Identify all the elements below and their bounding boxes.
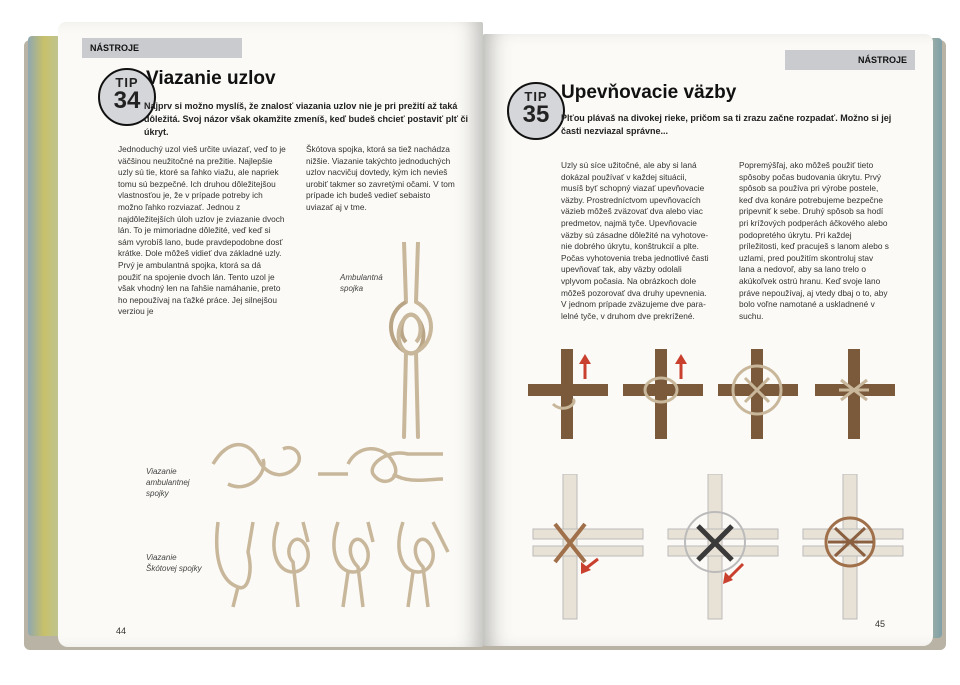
lead-paragraph: Najprv si možno myslíš, že znalosť viazania uzlov nie je pri prežití až taká dôležitá. Svoj názor však okamžite zmeníš, keď budeš chcieť postaviť plť či úkryt. xyxy=(144,101,469,137)
caption-skot-steps: Viazanie Škótovej spojky xyxy=(146,553,202,573)
section-tab: NÁSTROJE xyxy=(785,50,915,70)
rope-knot-illustration xyxy=(208,434,448,504)
lashing-illustration xyxy=(523,344,913,444)
body-column-1: Uzly sú síce užitočné, ale aby si laná dokázal používať v každej situácii, musíš byť schopný viazať upevňovacie väzby. Prostredníctvom upevňovacích väzieb môžeš zväzovať dva alebo viac predmetov, najmä tyče. Upevňovacie väzby sú zásadne dôležité na vyhotovenie dobrého úkrytu, konštrukcií a plte. Počas vyhotovenia treba jednotlivé časti upevňovať tak, aby väzby odolali vplyvom počasia. Na obrázkoch dole môžeš pozorovať dva druhy upevnenia. V jednom prípade zväzujeme dve paralelné tyče, v druhom dve prekrížené. xyxy=(561,160,709,321)
lashing-illustration xyxy=(523,474,913,624)
rope-knot-illustration xyxy=(208,512,468,612)
tip-label: TIP xyxy=(115,75,139,90)
body-column-1: Jednoduchý uzol vieš určite uviazať, veď to je väčšinou neužitočné na prežitie. Najlepšie uzly sú tie, ktoré sa ľahko viažu, ale napriek tomu sú bezpečné. Ich druhou dôležitejšou vlastnosťou je, že v prípade potreby ich možno ľahko rozviazať. Jednou z najdôležitejších úloh uzlov je zviazanie dvoch lán. To je mimoriadne dôležité, veď keď si sám vyrobíš lano, bude pravdepodobne dosť krátke. Dole môžeš vidieť dva základné uzly. Prvý je ambulantná spojka, ktorá sa dá použiť na spojenie dvoch lán. Tento uzol je však vhodný len na ľahšie namáhanie, preto ho nepoužívaj na ťažké práce. Jej silnejšou verziou je xyxy=(118,144,286,317)
right-page xyxy=(483,34,933,646)
page-number: 44 xyxy=(116,626,127,636)
caption-ambulant: Ambulantná spojka xyxy=(340,273,383,293)
section-tab: NÁSTROJE xyxy=(82,38,242,58)
caption-ambulant-steps: Viazanie ambulantnej spojky xyxy=(146,467,190,498)
body-column-2: Škótova spojka, ktorá sa tiež nachádza nižšie. Viazanie takýchto jednoduchých uzlov nacvičuj dovtedy, kým ich nevieš urobiť takmer so zavretými očami. V tom prípade ich budeš vedieť sebaisto uviazať aj v tme. xyxy=(306,144,455,212)
tip-number: 35 xyxy=(522,101,550,128)
rope-knot-illustration xyxy=(376,242,446,442)
left-page xyxy=(58,22,483,647)
tip-number: 34 xyxy=(113,87,141,114)
lead-paragraph: Plťou plávaš na divokej rieke, pričom sa ti zrazu začne rozpadať. Možno si jej časti nezviazal správne... xyxy=(561,113,892,136)
page-title: Viazanie uzlov xyxy=(146,68,276,89)
tip-label: TIP xyxy=(524,89,548,104)
body-column-2: Popremýšľaj, ako môžeš použiť tieto spôsoby počas budovania úkrytu. Prvý spôsob sa používa pri výrobe postele, keď dva konáre potrebujeme bezpečne pripevniť k sebe. Druhý spôsob sa hodí pri krížových podperách áčkového alebo podopretého úkrytu. Pri každej príležitosti, keď pracuješ s lanom alebo s uzlami, pred použitím skontroluj stav lana a nedovoľ, aby sa lano trelo o akúkoľvek ostrú hranu. Keď svoje lano práve nepoužívaj, aj vtedy dbaj o to, aby bolo voľne namotané a uskladnené v suchu. xyxy=(739,160,889,321)
page-number: 45 xyxy=(874,619,885,629)
tip-badge xyxy=(507,82,565,140)
page-title: Upevňovacie väzby xyxy=(561,82,737,103)
